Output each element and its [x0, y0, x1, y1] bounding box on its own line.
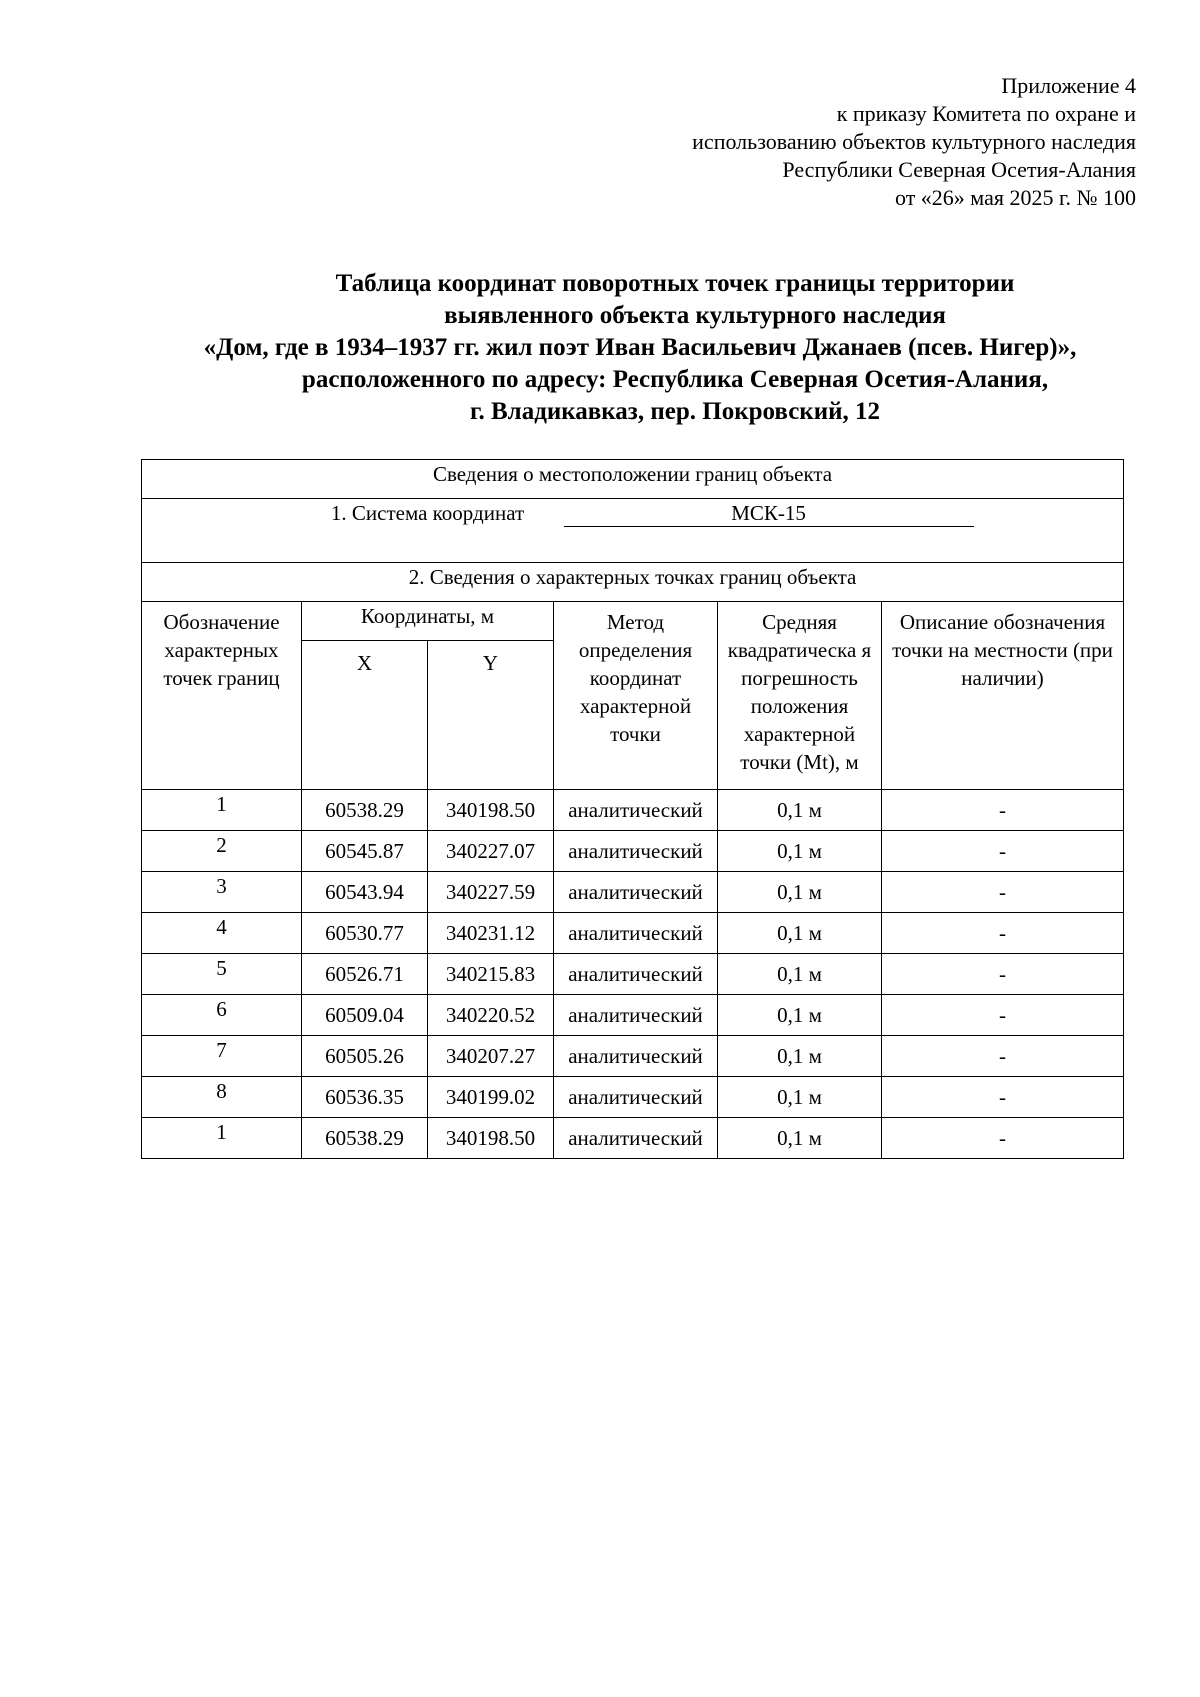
col-header-y: Y	[428, 641, 554, 790]
cell-method: аналитический	[554, 872, 718, 913]
cell-description: -	[882, 1036, 1124, 1077]
cell-point: 2	[142, 831, 302, 872]
table-row	[142, 831, 1124, 872]
info-header-cell: Сведения о местоположении границ объекта	[142, 460, 1124, 499]
cell-error: 0,1 м	[718, 1118, 882, 1159]
cell-point: 3	[142, 872, 302, 913]
appendix-number: Приложение 4	[1001, 73, 1136, 98]
cell-error: 0,1 м	[718, 872, 882, 913]
cell-x: 60509.04	[302, 995, 428, 1036]
cell-x: 60536.35	[302, 1077, 428, 1118]
table-row	[142, 872, 1124, 913]
col-header-method: Метод определения координат характерной точки	[554, 602, 718, 790]
cell-y: 340215.83	[428, 954, 554, 995]
cell-y: 340231.12	[428, 913, 554, 954]
coordinate-system-row	[142, 499, 1124, 563]
cell-y: 340199.02	[428, 1077, 554, 1118]
cell-method: аналитический	[554, 790, 718, 831]
cell-point: 8	[142, 1077, 302, 1118]
cell-method: аналитический	[554, 995, 718, 1036]
cell-y: 340198.50	[428, 790, 554, 831]
cell-error: 0,1 м	[718, 995, 882, 1036]
cell-point: 1	[142, 790, 302, 831]
title-line-4: расположенного по адресу: Республика Северная Осетия-Алания,	[301, 366, 1049, 393]
title-line-2: выявленного объекта культурного наследия	[444, 302, 946, 329]
cell-error: 0,1 м	[718, 790, 882, 831]
cell-description: -	[882, 995, 1124, 1036]
col-header-coordinates: Координаты, м	[302, 602, 554, 641]
cell-method: аналитический	[554, 1036, 718, 1077]
col-header-description: Описание обозначения точки на местности (при наличии)	[882, 602, 1124, 790]
col-header-x: X	[302, 641, 428, 790]
cell-method: аналитический	[554, 1077, 718, 1118]
cell-description: -	[882, 913, 1124, 954]
document-title	[60, 268, 1200, 428]
table-row	[142, 1118, 1124, 1159]
cell-error: 0,1 м	[718, 831, 882, 872]
coordinate-system-cell	[142, 499, 1124, 563]
appendix-date-line: от «26» мая 2025 г. № 100	[894, 185, 1136, 210]
appendix-header	[692, 72, 1136, 212]
cell-error: 0,1 м	[718, 1036, 882, 1077]
appendix-republic-line: Республики Северная Осетия-Алания	[782, 157, 1136, 182]
cell-x: 60526.71	[302, 954, 428, 995]
title-line-3: «Дом, где в 1934–1937 гг. жил поэт Иван Васильевич Джанаев (псев. Нигер)»,	[203, 334, 1077, 361]
cell-error: 0,1 м	[718, 954, 882, 995]
col-header-error: Средняя квадратическа я погрешность положения характерной точки (Mt), м	[718, 602, 882, 790]
coordinate-system-label: 1. Система координат	[330, 501, 525, 525]
title-line-1: Таблица координат поворотных точек границы территории	[335, 270, 1015, 297]
cell-description: -	[882, 790, 1124, 831]
col-header-designation: Обозначение характерных точек границ	[142, 602, 302, 790]
cell-point: 6	[142, 995, 302, 1036]
cell-description: -	[882, 954, 1124, 995]
cell-error: 0,1 м	[718, 913, 882, 954]
cell-x: 60545.87	[302, 831, 428, 872]
cell-y: 340207.27	[428, 1036, 554, 1077]
column-header-row	[142, 602, 1124, 641]
cell-description: -	[882, 1077, 1124, 1118]
table-row	[142, 1077, 1124, 1118]
cell-point: 7	[142, 1036, 302, 1077]
cell-description: -	[882, 1118, 1124, 1159]
cell-method: аналитический	[554, 913, 718, 954]
points-details-cell: 2. Сведения о характерных точках границ объекта	[142, 563, 1124, 602]
cell-description: -	[882, 831, 1124, 872]
cell-point: 4	[142, 913, 302, 954]
table-row	[142, 995, 1124, 1036]
cell-x: 60505.26	[302, 1036, 428, 1077]
table-row	[142, 913, 1124, 954]
cell-y: 340227.07	[428, 831, 554, 872]
points-details-row	[142, 563, 1124, 602]
cell-x: 60538.29	[302, 790, 428, 831]
cell-y: 340198.50	[428, 1118, 554, 1159]
table-row	[142, 790, 1124, 831]
cell-x: 60543.94	[302, 872, 428, 913]
cell-method: аналитический	[554, 1118, 718, 1159]
cell-method: аналитический	[554, 831, 718, 872]
cell-x: 60530.77	[302, 913, 428, 954]
appendix-order-line: к приказу Комитета по охране и	[836, 101, 1136, 126]
coordinates-table	[141, 459, 1124, 1159]
appendix-committee-line: использованию объектов культурного наследия	[692, 129, 1136, 154]
cell-y: 340227.59	[428, 872, 554, 913]
info-header-row	[142, 460, 1124, 499]
cell-error: 0,1 м	[718, 1077, 882, 1118]
cell-point: 5	[142, 954, 302, 995]
cell-description: -	[882, 872, 1124, 913]
cell-method: аналитический	[554, 954, 718, 995]
cell-x: 60538.29	[302, 1118, 428, 1159]
cell-point: 1	[142, 1118, 302, 1159]
cell-y: 340220.52	[428, 995, 554, 1036]
coordinate-system-value: МСК-15	[564, 500, 974, 527]
table-row	[142, 954, 1124, 995]
title-line-5: г. Владикавказ, пер. Покровский, 12	[469, 398, 881, 425]
table-row	[142, 1036, 1124, 1077]
